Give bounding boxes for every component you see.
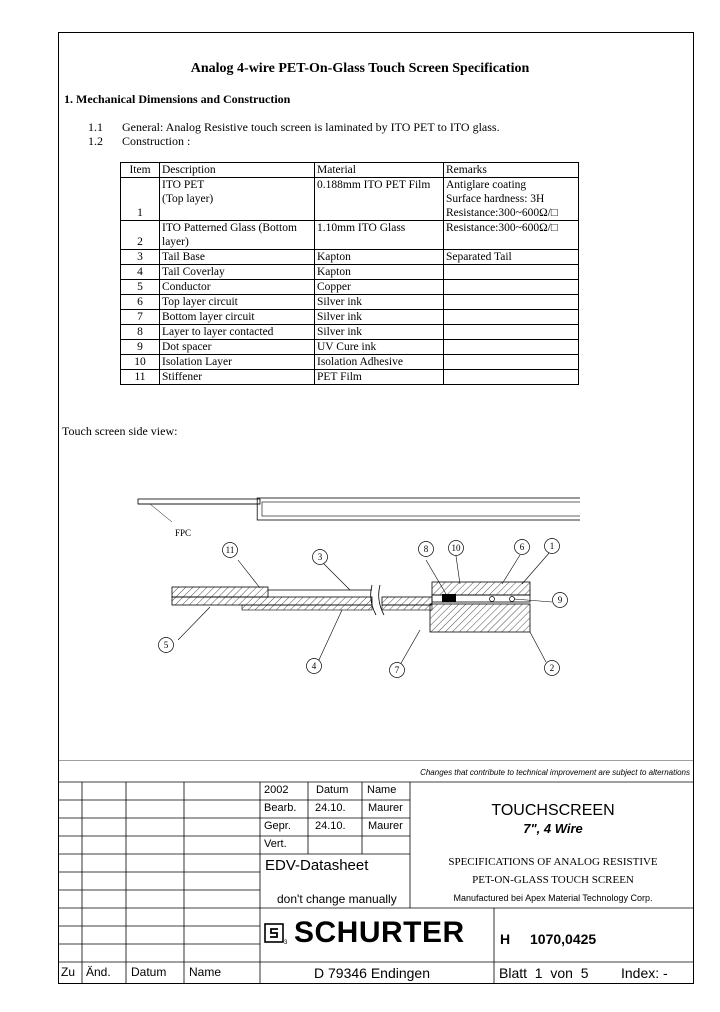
svg-text:10: 10 (451, 543, 461, 553)
section-heading: 1. Mechanical Dimensions and Construction (64, 92, 291, 106)
table-row (121, 178, 579, 221)
table-row (121, 280, 579, 295)
item-cell: 1 (121, 178, 160, 221)
name-col-header: Name (189, 965, 222, 979)
fpc-label: FPC (175, 528, 192, 538)
item-cell: 8 (121, 325, 160, 340)
remarks-cell (444, 310, 579, 325)
remarks-cell: Antiglare coating Surface hardness: 3H Resistance:300~600Ω/□ (444, 178, 579, 221)
description-cell: Tail Coverlay (160, 265, 315, 280)
change-notice: Changes that contribute to technical improvement are subject to alternations (420, 768, 690, 777)
item-cell: 9 (121, 340, 160, 355)
datum-header: Datum (316, 784, 349, 796)
year: 2002 (264, 784, 289, 796)
description-cell: Layer to layer contacted (160, 325, 315, 340)
item-cell: 5 (121, 280, 160, 295)
revision-index: Index: - (621, 965, 668, 981)
material-cell: UV Cure ink (315, 340, 444, 355)
description-cell: Conductor (160, 280, 315, 295)
document-number: 1070,0425 (530, 931, 597, 947)
gepr-name: Maurer (368, 820, 403, 832)
svg-text:3: 3 (317, 552, 323, 562)
manufacturer-note: Manufactured bei Apex Material Technology Corp. (453, 893, 653, 903)
svg-text:9: 9 (557, 595, 563, 605)
item-number: 1.2 (88, 134, 103, 148)
remarks-cell: Separated Tail (444, 250, 579, 265)
column-header: Description (160, 163, 315, 178)
zu-header: Zu (61, 965, 76, 979)
remarks-cell (444, 370, 579, 385)
column-header: Material (315, 163, 444, 178)
table-row (121, 325, 579, 340)
bearb-label: Bearb. (264, 802, 297, 814)
description-cell: Isolation Layer (160, 355, 315, 370)
overview-view (138, 498, 580, 522)
remarks-cell (444, 265, 579, 280)
item-cell: 7 (121, 310, 160, 325)
no-change-note: don't change manually (277, 892, 397, 906)
material-cell: Kapton (315, 250, 444, 265)
remarks-cell: Resistance:300~600Ω/□ (444, 221, 579, 250)
item-cell: 11 (121, 370, 160, 385)
table-header-row (121, 163, 579, 178)
sheet-number: Blatt 1 von 5 (499, 965, 589, 981)
item-cell: 4 (121, 265, 160, 280)
description-cell: Top layer circuit (160, 295, 315, 310)
name-header: Name (367, 784, 397, 796)
construction-label: Construction : (122, 134, 191, 148)
remarks-cell (444, 295, 579, 310)
description-cell: Dot spacer (160, 340, 315, 355)
svg-text:2: 2 (549, 663, 555, 673)
material-cell: Silver ink (315, 325, 444, 340)
description-cell: ITO Patterned Glass (Bottom layer) (160, 221, 315, 250)
remarks-cell (444, 325, 579, 340)
column-header: Remarks (444, 163, 579, 178)
svg-text:4: 4 (311, 661, 317, 671)
bearb-name: Maurer (368, 802, 403, 814)
material-cell: Copper (315, 280, 444, 295)
description-cell: Bottom layer circuit (160, 310, 315, 325)
vert-label: Vert. (264, 838, 287, 850)
remarks-cell (444, 340, 579, 355)
datum-col-header: Datum (131, 965, 167, 979)
document-title: Analog 4-wire PET-On-Glass Touch Screen Specification (190, 61, 530, 76)
material-cell: Kapton (315, 265, 444, 280)
spec-line-1: SPECIFICATIONS OF ANALOG RESISTIVE (448, 856, 658, 868)
svg-text:3: 3 (284, 940, 288, 946)
svg-text:8: 8 (423, 544, 429, 554)
item-number: 1.1 (88, 120, 103, 134)
cross-section (159, 528, 568, 678)
remarks-cell (444, 280, 579, 295)
side-view-drawing (120, 490, 580, 690)
table-row (121, 221, 579, 250)
material-cell: 0.188mm ITO PET Film (315, 178, 444, 221)
material-cell: Silver ink (315, 310, 444, 325)
table-row (121, 370, 579, 385)
company-name: SCHURTER (294, 916, 465, 949)
construction-table (120, 162, 579, 385)
table-row (121, 310, 579, 325)
address: D 79346 Endingen (314, 965, 430, 981)
table-row (121, 295, 579, 310)
svg-text:11: 11 (225, 545, 235, 555)
material-cell: Isolation Adhesive (315, 355, 444, 370)
table-row (121, 265, 579, 280)
item-cell: 2 (121, 221, 160, 250)
description-cell: Tail Base (160, 250, 315, 265)
item-cell: 6 (121, 295, 160, 310)
table-row (121, 250, 579, 265)
schurter-logo-icon (264, 922, 290, 946)
svg-text:7: 7 (394, 665, 400, 675)
item-cell: 10 (121, 355, 160, 370)
and-header: Änd. (86, 965, 111, 979)
bearb-date: 24.10. (315, 802, 346, 814)
gepr-label: Gepr. (264, 820, 291, 832)
product-name: TOUCHSCREEN (491, 802, 615, 819)
h-label: H (500, 931, 511, 947)
table-row (121, 355, 579, 370)
column-header: Item (121, 163, 160, 178)
material-cell: Silver ink (315, 295, 444, 310)
material-cell: PET Film (315, 370, 444, 385)
item-cell: 3 (121, 250, 160, 265)
side-view-label: Touch screen side view: (62, 424, 178, 438)
spec-line-2: PET-ON-GLASS TOUCH SCREEN (472, 874, 634, 886)
gepr-date: 24.10. (315, 820, 346, 832)
material-cell: 1.10mm ITO Glass (315, 221, 444, 250)
description-cell: ITO PET (Top layer) (160, 178, 315, 221)
table-row (121, 340, 579, 355)
remarks-cell (444, 355, 579, 370)
svg-text:5: 5 (163, 640, 169, 650)
svg-text:1: 1 (549, 541, 555, 551)
general-text: General: Analog Resistive touch screen is laminated by ITO PET to ITO glass. (122, 120, 500, 134)
product-subtitle: 7", 4 Wire (523, 821, 583, 836)
description-cell: Stiffener (160, 370, 315, 385)
edv-datasheet: EDV-Datasheet (265, 857, 369, 874)
svg-text:6: 6 (519, 542, 525, 552)
